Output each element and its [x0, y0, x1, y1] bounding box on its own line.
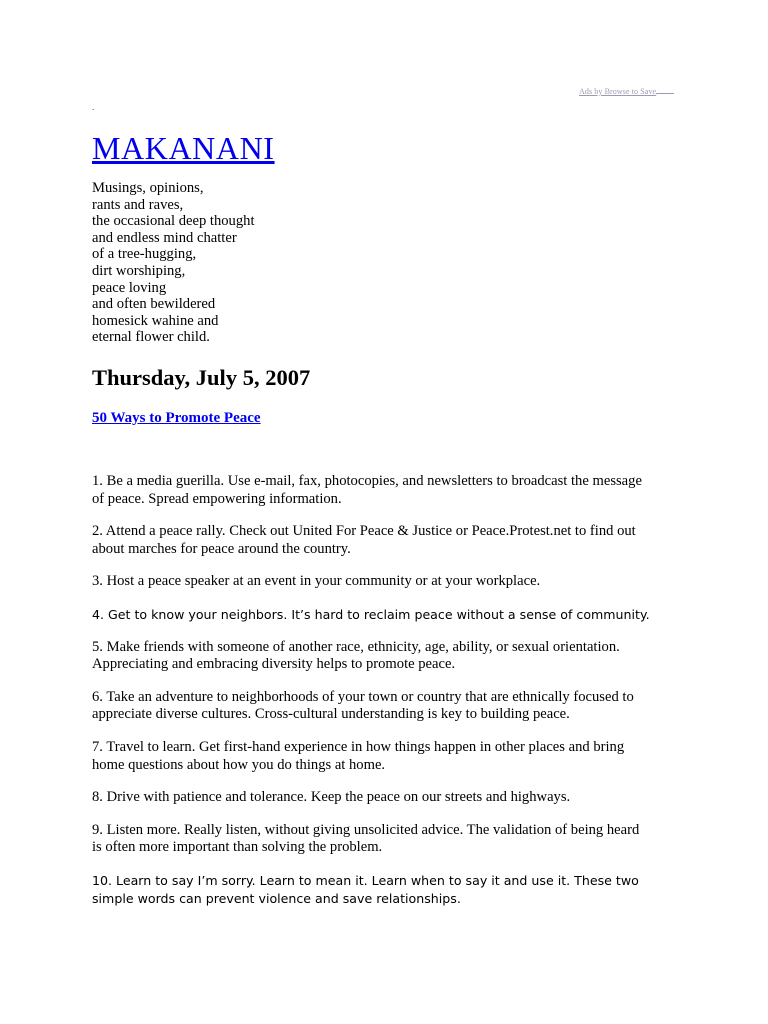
list-item — [92, 523, 692, 558]
list-item — [92, 606, 692, 624]
item-line: 2. Attend a peace rally. Check out United For Peace & Justice or Peace.Protest.net to find out — [92, 523, 636, 540]
item-line: 8. Drive with patience and tolerance. Keep the peace on our streets and highways. — [92, 789, 571, 806]
list-item — [92, 639, 692, 674]
tagline-line: dirt worshiping, — [92, 262, 186, 279]
list-item — [92, 689, 692, 724]
item-line: 3. Host a peace speaker at an event in your community or at your workplace. — [92, 573, 541, 590]
list-item — [92, 573, 692, 591]
list-item — [92, 789, 692, 807]
list-item — [92, 473, 692, 508]
tagline-line: eternal flower child. — [92, 329, 210, 346]
item-line: 9. Listen more. Really listen, without giving unsolicited advice. The validation of being heard — [92, 821, 640, 838]
item-line: 6. Take an adventure to neighborhoods of your town or country that are ethnically focused to — [92, 688, 634, 705]
post-title-link[interactable]: 50 Ways to Promote Peace — [92, 410, 261, 426]
item-line: 5. Make friends with someone of another race, ethnicity, age, ability, or sexual orientation. — [92, 638, 620, 655]
tagline-line: peace loving — [92, 279, 167, 296]
blog-title-link[interactable]: MAKANANI — [92, 130, 275, 166]
blog-tagline — [92, 180, 255, 346]
ads-link[interactable] — [579, 86, 674, 96]
stray-dot: . — [92, 102, 95, 112]
list-item — [92, 739, 692, 774]
item-line: 7. Travel to learn. Get first-hand experience in how things happen in other places and bring — [92, 738, 625, 755]
item-line: 4. Get to know your neighbors. It’s hard to reclaim peace without a sense of community. — [92, 606, 650, 622]
tagline-line: the occasional deep thought — [92, 213, 255, 230]
item-line: 10. Learn to say I’m sorry. Learn to mean it. Learn when to say it and use it. These two — [92, 872, 639, 888]
item-line: of peace. Spread empowering information. — [92, 490, 342, 507]
post-body — [92, 473, 692, 907]
tagline-line: homesick wahine and — [92, 312, 219, 329]
tagline-line: and often bewildered — [92, 296, 216, 313]
ads-link-label: Ads by Browse to Save — [579, 87, 657, 96]
tagline-line: rants and raves, — [92, 196, 184, 213]
item-line: is often more important than solving the problem. — [92, 839, 383, 856]
list-item — [92, 872, 692, 907]
item-line: about marches for peace around the country. — [92, 540, 351, 557]
tagline-line: and endless mind chatter — [92, 229, 237, 246]
item-line: Appreciating and embracing diversity helps to promote peace. — [92, 656, 456, 673]
tagline-line: Musings, opinions, — [92, 180, 204, 196]
post-date: Thursday, July 5, 2007 — [92, 365, 311, 390]
item-line: home questions about how you do things at home. — [92, 756, 386, 773]
item-line: simple words can prevent violence and save relationships. — [92, 890, 461, 906]
item-line: appreciate diverse cultures. Cross-cultural understanding is key to building peace. — [92, 706, 570, 723]
list-item — [92, 822, 692, 857]
ads-link-padding — [656, 86, 674, 94]
tagline-line: of a tree-hugging, — [92, 246, 197, 263]
item-line: 1. Be a media guerilla. Use e-mail, fax, photocopies, and newsletters to broadcast the message — [92, 473, 642, 489]
